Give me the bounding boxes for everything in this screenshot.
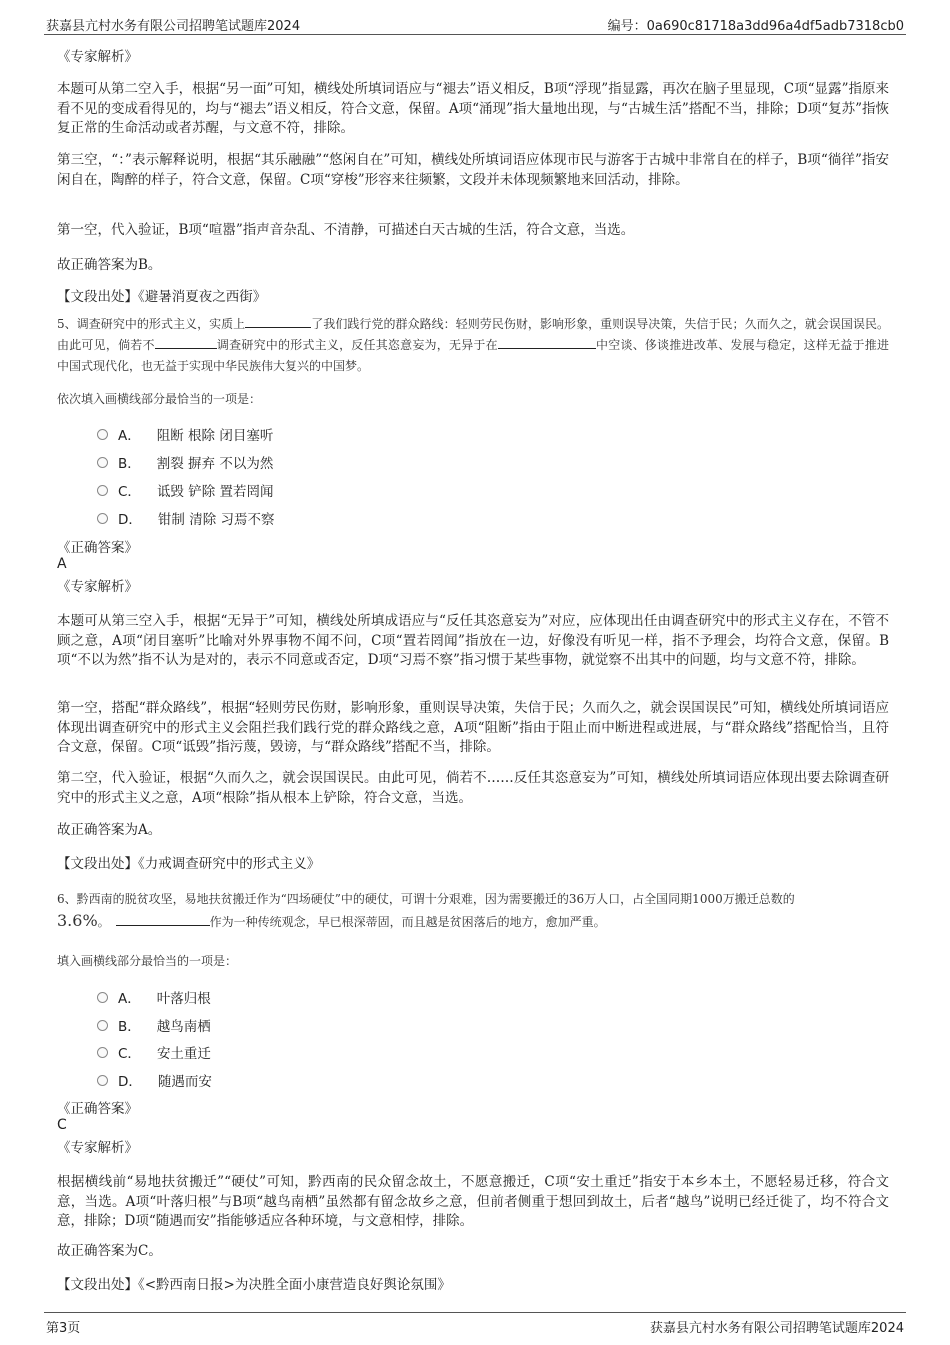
footer-title: 获嘉县亢村水务有限公司招聘笔试题库2024 [649,1321,904,1336]
q5-stem-a: 5、调查研究中的形式主义，实质上 [57,317,246,331]
option-letter: D． [118,1074,142,1090]
q5-analysis-label: 《专家解析》 [57,579,138,595]
radio-button[interactable] [97,457,108,468]
q6-option-d[interactable] [97,1070,212,1090]
q5-prompt: 依次填入画横线部分最恰当的一项是： [57,392,262,406]
option-letter: A． [118,428,141,444]
q5-analysis-para3: 第二空，代入验证，根据“久而久之，就会误国误民。由此可见，倘若不……反任其恣意妄为”可知，横线处所填词语应体现出要去除调查研究中的形式主义之意，A项“根除”指从根本上铲除，符合文意，当选。 [57,770,889,806]
q6-answer-label: 《正确答案》 [57,1101,138,1117]
option-text: 阻断 根除 闭目塞听 [156,428,274,444]
option-text: 诋毁 铲除 置若罔闻 [156,484,274,500]
option-letter: C． [118,1046,141,1062]
q5-conclusion: 故正确答案为A。 [57,822,162,838]
q4-conclusion: 故正确答案为B。 [57,257,162,273]
radio-button[interactable] [97,1047,108,1058]
header-code [608,15,904,34]
radio-button[interactable] [97,1075,108,1086]
option-letter: D． [118,512,142,528]
page-footer [44,1312,906,1337]
q5-answer: A [57,556,67,572]
q4-analysis-para3: 第一空，代入验证，B项“喧嚣”指声音杂乱、不清静，可描述白天古城的生活，符合文意，当选。 [57,222,635,238]
q5-option-b[interactable] [97,452,273,472]
radio-button[interactable] [97,1020,108,1031]
option-text: 随遇而安 [157,1074,212,1090]
header-title: 获嘉县亢村水务有限公司招聘笔试题库2024 [46,19,301,34]
q5-stem-d: 中空谈、侈谈推进改革、发展与稳定，这样无益于推进中国式现代化，也无益于实现中华民族伟大复兴的中国梦。 [57,338,889,373]
q6-option-a[interactable] [97,987,211,1007]
q5-blank-1 [245,315,311,328]
option-letter: C． [118,484,141,500]
q5-blank-3 [498,336,596,349]
q6-percent: 3.6% [57,911,98,930]
q6-analysis-para1: 根据横线前“易地扶贫搬迁”“硬仗”可知，黔西南的民众留念故土，不愿意搬迁，C项“安土重迁”指安于本乡本土，不愿轻易迁移，符合文意，当选。A项“叶落归根”与B项“越鸟南栖”虽然都有留念故乡之意，但前者侧重于想回到故土，后者“越鸟”说明已经迁徙了，均不符合文意，排除；D项“随遇而安”指能够适应各种环境，与文意相悖，排除。 [57,1174,889,1229]
page-header [44,12,906,35]
page-number: 第3页 [46,1321,81,1336]
q6-conclusion: 故正确答案为C。 [57,1243,162,1259]
q6-source: 【文段出处】《<黔西南日报>为决胜全面小康营造良好舆论氛围》 [57,1277,451,1293]
q5-analysis-para2: 第一空，搭配“群众路线”，根据“轻则劳民伤财，影响形象，重则误导决策，失信于民；久而久之，就会误国误民”可知，横线处所填词语应体现出调查研究中的形式主义会阻拦我们践行党的群众路线之意，A项“阻断”指由于阻止而中断进程或进展，与“群众路线”搭配恰当，且符合文意，保留。C项“诋毁”指污蔑，毁谤，与“群众路线”搭配不当，排除。 [57,700,889,755]
q4-analysis-label: 《专家解析》 [57,49,138,65]
header-code-value: 0a690c81718a3dd96a4df5adb7318cb0 [646,19,904,34]
q6-analysis-label: 《专家解析》 [57,1140,138,1156]
q6-option-b[interactable] [97,1015,211,1035]
option-letter: B． [118,1019,141,1035]
q5-option-c[interactable] [97,480,274,500]
q4-source: 【文段出处】《避暑消夏夜之西街》 [57,289,267,305]
q4-analysis-para1: 本题可从第二空入手，根据“另一面”可知，横线处所填词语应与“褪去”语义相反，B项“浮现”指显露，再次在脑子里显现，C项“显露”指原来看不见的变成看得见的，均与“褪去”语义相反，符合文意，保留。A项“涌现”指大量地出现，与“古城生活”搭配不当，排除；D项“复苏”指恢复正常的生命活动或者苏醒，与文意不符，排除。 [57,81,889,136]
q6-option-c[interactable] [97,1042,211,1062]
q5-stem-b: 了我们践行党的群众路线：轻则劳民伤财，影响形象，重则误导决策，失信于民；久而久之，就会误国误民。由此可见，倘若不 [57,317,889,352]
header-code-label: 编号： [607,19,647,34]
q6-stem-a: 6、黔西南的脱贫攻坚，易地扶贫搬迁作为“四场硬仗”中的硬仗，可谓十分艰难，因为需要搬迁的36万人口，占全国同期1000万搬迁总数的 [57,892,795,906]
q5-analysis-para1: 本题可从第三空入手，根据“无异于”可知，横线处所填成语应与“反任其恣意妄为”对应，应体现出任由调查研究中的形式主义存在，不管不顾之意，A项“闭目塞听”比喻对外界事物不闻不问，C项“置若罔闻”指放在一边，好像没有听见一样，指不予理会，均符合文意，保留。B项“不以为然”指不认为是对的，表示不同意或否定，D项“习焉不察”指习惯于某些事物，就觉察不出其中的问题，均与文意不符，排除。 [57,613,889,668]
q6-stem-c: 作为一种传统观念，早已根深蒂固，而且越是贫困落后的地方，愈加严重。 [209,915,606,929]
radio-button[interactable] [97,992,108,1003]
q6-stem-b: 。 [97,915,110,929]
radio-button[interactable] [97,513,108,524]
option-letter: B． [118,456,141,472]
option-text: 越鸟南栖 [156,1019,211,1035]
option-text: 割裂 摒弃 不以为然 [156,456,274,472]
q6-answer: C [57,1117,67,1133]
option-text: 叶落归根 [156,991,211,1007]
radio-button[interactable] [97,429,108,440]
q5-stem [57,314,889,377]
q6-blank-1 [116,913,210,926]
q6-stem [57,889,889,933]
q4-analysis-para2: 第三空，“：”表示解释说明，根据“其乐融融”“悠闲自在”可知，横线处所填词语应体现市民与游客于古城中非常自在的样子，B项“徜徉”指安闲自在，陶醉的样子，符合文意，保留。C项“穿梭”形容来往频繁，文段并未体现频繁地来回活动，排除。 [57,152,889,188]
q5-stem-c: 调查研究中的形式主义，反任其恣意妄为，无异于在 [216,338,498,352]
radio-button[interactable] [97,485,108,496]
q6-prompt: 填入画横线部分最恰当的一项是： [57,954,238,968]
option-text: 钳制 清除 习焉不察 [157,512,275,528]
q5-source: 【文段出处】《力戒调查研究中的形式主义》 [57,856,321,872]
q5-answer-label: 《正确答案》 [57,540,138,556]
option-letter: A． [118,991,141,1007]
q5-blank-2 [155,336,217,349]
option-text: 安土重迁 [156,1046,211,1062]
q5-option-a[interactable] [97,424,273,444]
q5-option-d[interactable] [97,508,275,528]
